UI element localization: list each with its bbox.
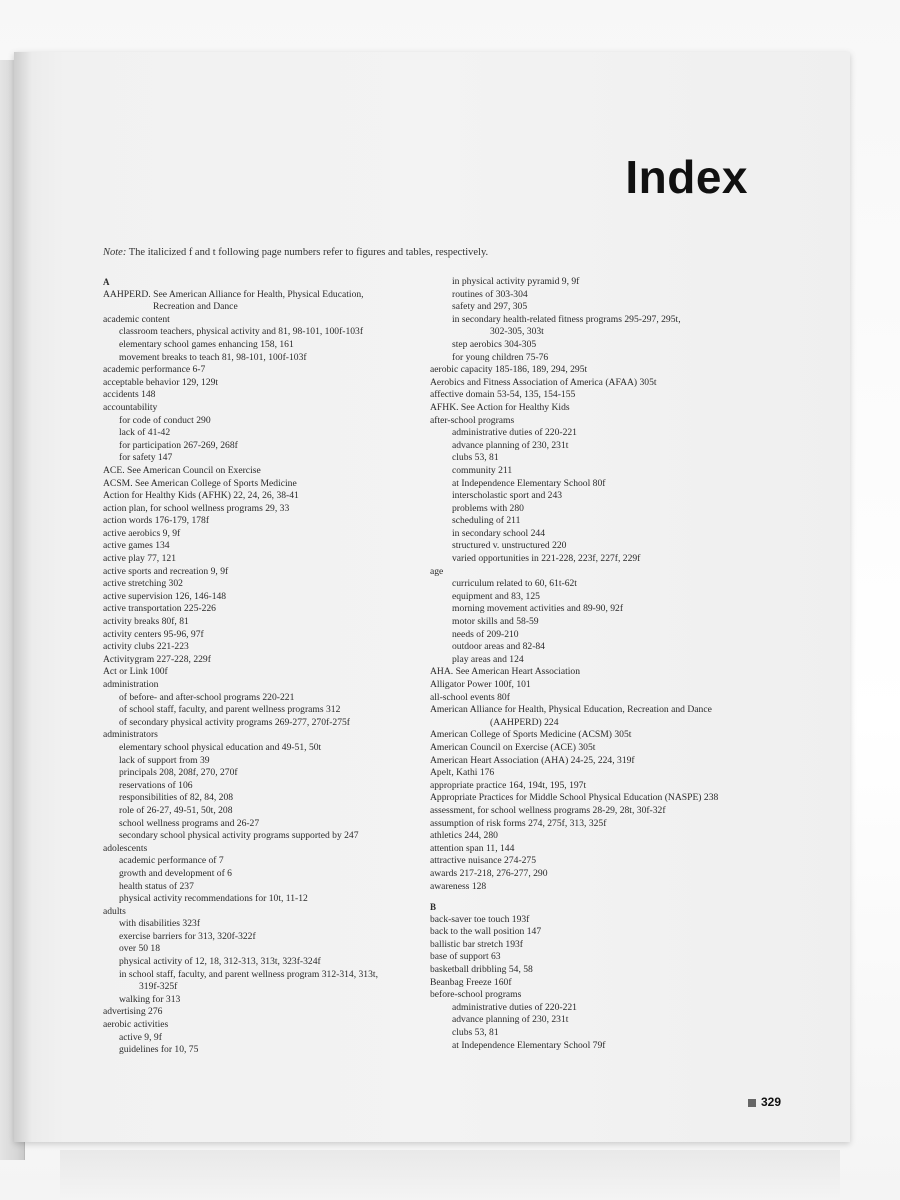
index-subentry: academic performance of 7 <box>119 855 224 867</box>
index-entry: Appropriate Practices for Middle School Physical Education (NASPE) 238 <box>430 792 719 804</box>
index-subentry: growth and development of 6 <box>119 867 232 879</box>
index-entry: affective domain 53-54, 135, 154-155 <box>430 389 576 401</box>
index-entry: aerobic activities <box>103 1019 169 1031</box>
index-subentry: for code of conduct 290 <box>119 414 211 426</box>
index-entry: Alligator Power 100f, 101 <box>430 679 531 690</box>
index-subentry: walking for 313 <box>119 993 181 1005</box>
index-entry: activity clubs 221-223 <box>103 641 189 653</box>
page-number: 329 <box>761 1095 782 1109</box>
index-column-right <box>430 276 790 1052</box>
index-entry: athletics 244, 280 <box>430 830 498 842</box>
index-subentry: role of 26-27, 49-51, 50t, 208 <box>119 804 233 816</box>
index-subentry: outdoor areas and 82-84 <box>452 641 545 653</box>
index-subentry: of before- and after-school programs 220-221 <box>119 691 295 703</box>
index-subentry: active 9, 9f <box>119 1031 162 1043</box>
index-subentry: responsibilities of 82, 84, 208 <box>119 792 234 804</box>
index-entry: action plan, for school wellness programs 29, 33 <box>103 502 290 514</box>
index-entry: Act or Link 100f <box>103 666 168 678</box>
index-subentry: problems with 280 <box>452 502 524 514</box>
index-subentry: principals 208, 208f, 270, 270f <box>119 767 238 779</box>
index-subentry: (AAHPERD) 224 <box>490 716 559 728</box>
index-subentry: of secondary physical activity programs 269-277, 270f-275f <box>119 716 350 728</box>
index-entry: activity breaks 80f, 81 <box>103 616 189 628</box>
index-subentry: for young children 75-76 <box>452 351 549 363</box>
index-subentry: needs of 209-210 <box>452 628 519 640</box>
index-entry: American Alliance for Health, Physical Education, Recreation and Dance <box>430 704 712 716</box>
index-subentry: with disabilities 323f <box>119 918 201 930</box>
index-section-letter: B <box>430 902 437 913</box>
index-subentry: clubs 53, 81 <box>452 1027 499 1039</box>
index-subentry: administrative duties of 220-221 <box>452 427 577 439</box>
index-subentry: for participation 267-269, 268f <box>119 439 238 451</box>
index-entry: Activitygram 227-228, 229f <box>103 653 211 665</box>
index-subentry: over 50 18 <box>119 943 161 955</box>
index-entry: active games 134 <box>103 540 170 552</box>
index-subentry: school wellness programs and 26-27 <box>119 817 260 829</box>
index-entry: active sports and recreation 9, 9f <box>103 565 229 577</box>
index-entry: active play 77, 121 <box>103 553 176 565</box>
index-subentry: in school staff, faculty, and parent wellness program 312-314, 313t, <box>119 968 378 980</box>
index-subentry: physical activity recommendations for 10t, 11-12 <box>119 893 308 905</box>
index-entry: Apelt, Kathi 176 <box>430 767 495 779</box>
note-text: The italicized f and t following page numbers refer to figures and tables, respectively. <box>126 247 489 258</box>
index-subentry: in physical activity pyramid 9, 9f <box>452 276 580 287</box>
index-entry: Action for Healthy Kids (AFHK) 22, 24, 26, 38-41 <box>103 490 299 502</box>
index-column-left <box>103 276 425 1057</box>
index-subentry: Recreation and Dance <box>153 301 238 313</box>
index-entry: adults <box>103 905 126 917</box>
index-subentry: at Independence Elementary School 80f <box>452 477 606 489</box>
index-subentry: community 211 <box>452 464 513 476</box>
index-subentry: for safety 147 <box>119 452 173 464</box>
index-subentry: elementary school physical education and 49-51, 50t <box>119 741 322 753</box>
index-subentry: curriculum related to 60, 61t-62t <box>452 578 577 590</box>
page-title: Index <box>625 151 748 203</box>
index-entry: back to the wall position 147 <box>430 926 542 938</box>
index-subentry: secondary school physical activity programs supported by 247 <box>119 830 359 842</box>
index-subentry: play areas and 124 <box>452 653 524 665</box>
index-entry: before-school programs <box>430 989 522 1001</box>
index-entry: Beanbag Freeze 160f <box>430 976 512 988</box>
index-subentry: reservations of 106 <box>119 779 193 791</box>
index-entry: attention span 11, 144 <box>430 842 515 854</box>
index-subentry: physical activity of 12, 18, 312-313, 313t, 323f-324f <box>119 956 321 968</box>
page-spine-shadow <box>14 52 32 1142</box>
index-entry: awareness 128 <box>430 880 487 892</box>
index-subentry: lack of support from 39 <box>119 754 210 766</box>
index-subentry: movement breaks to teach 81, 98-101, 100f-103f <box>119 351 307 363</box>
index-subentry: lack of 41-42 <box>119 427 171 439</box>
index-subentry: advance planning of 230, 231t <box>452 439 569 451</box>
index-entry: advertising 276 <box>103 1006 163 1018</box>
index-entry: administration <box>103 679 159 690</box>
index-section-letter: A <box>103 277 110 287</box>
index-subentry: health status of 237 <box>119 880 194 892</box>
index-entry: academic performance 6-7 <box>103 364 206 376</box>
note-label: Note: <box>103 247 127 258</box>
index-entry: AHA. See American Heart Association <box>430 666 580 678</box>
index-entry: awards 217-218, 276-277, 290 <box>430 867 548 879</box>
index-subentry: exercise barriers for 313, 320f-322f <box>119 930 256 942</box>
index-entry: American Council on Exercise (ACE) 305t <box>430 741 596 753</box>
index-subentry: morning movement activities and 89-90, 92f <box>452 603 624 615</box>
index-entry: after-school programs <box>430 414 515 426</box>
index-subentry: 319f-325f <box>139 981 178 993</box>
index-subentry: scheduling of 211 <box>452 515 521 527</box>
index-subentry: step aerobics 304-305 <box>452 338 537 350</box>
page-reflection <box>60 1150 840 1200</box>
index-entry: base of support 63 <box>430 951 501 963</box>
index-subentry: elementary school games enhancing 158, 161 <box>119 338 294 350</box>
index-subentry: 302-305, 303t <box>490 326 544 338</box>
index-entry: action words 176-179, 178f <box>103 515 210 527</box>
index-subentry: guidelines for 10, 75 <box>119 1044 199 1056</box>
index-subentry: clubs 53, 81 <box>452 452 499 464</box>
index-entry: AAHPERD. See American Alliance for Health, Physical Education, <box>103 288 364 300</box>
index-note <box>103 247 488 258</box>
index-subentry: routines of 303-304 <box>452 288 528 300</box>
footer-square-icon <box>748 1099 756 1107</box>
index-subentry: of school staff, faculty, and parent wellness programs 312 <box>119 704 341 716</box>
section-spacer <box>430 893 790 901</box>
index-entry: ACE. See American Council on Exercise <box>103 464 261 476</box>
index-subentry: in secondary health-related fitness programs 295-297, 295t, <box>452 313 681 325</box>
index-entry: basketball dribbling 54, 58 <box>430 964 533 976</box>
index-entry: attractive nuisance 274-275 <box>430 855 537 867</box>
index-entry: active stretching 302 <box>103 578 183 590</box>
index-entry: acceptable behavior 129, 129t <box>103 376 219 388</box>
index-entry: ballistic bar stretch 193f <box>430 938 523 950</box>
index-subentry: interscholastic sport and 243 <box>452 490 563 502</box>
index-subentry: at Independence Elementary School 79f <box>452 1039 606 1051</box>
index-entry: aerobic capacity 185-186, 189, 294, 295t <box>430 364 588 376</box>
index-entry: accountability <box>103 401 158 413</box>
index-entry: back-saver toe touch 193f <box>430 913 530 925</box>
index-entry: assumption of risk forms 274, 275f, 313, 325f <box>430 817 607 829</box>
index-subentry: safety and 297, 305 <box>452 301 528 313</box>
page-footer <box>748 1095 781 1109</box>
index-entry: ACSM. See American College of Sports Medicine <box>103 477 297 489</box>
index-subentry: advance planning of 230, 231t <box>452 1014 569 1026</box>
index-entry: administrators <box>103 729 158 741</box>
index-entry: American College of Sports Medicine (ACSM) 305t <box>430 729 632 741</box>
index-entry: AFHK. See Action for Healthy Kids <box>430 401 570 413</box>
index-subentry: structured v. unstructured 220 <box>452 540 567 552</box>
index-entry: Aerobics and Fitness Association of America (AFAA) 305t <box>430 376 657 388</box>
index-subentry: classroom teachers, physical activity and 81, 98-101, 100f-103f <box>119 326 364 338</box>
index-entry: all-school events 80f <box>430 691 510 703</box>
index-entry: accidents 148 <box>103 389 156 401</box>
index-entry: active transportation 225-226 <box>103 603 216 615</box>
index-entry: adolescents <box>103 842 148 854</box>
index-entry: activity centers 95-96, 97f <box>103 628 204 640</box>
index-entry: age <box>430 565 444 577</box>
index-entry: active aerobics 9, 9f <box>103 527 181 539</box>
index-subentry: equipment and 83, 125 <box>452 590 540 602</box>
index-entry: academic content <box>103 313 170 325</box>
index-subentry: varied opportunities in 221-228, 223f, 227f, 229f <box>452 553 641 565</box>
index-subentry: motor skills and 58-59 <box>452 616 539 628</box>
index-subentry: in secondary school 244 <box>452 527 545 539</box>
index-entry: assessment, for school wellness programs 28-29, 28t, 30f-32f <box>430 804 666 816</box>
index-entry: appropriate practice 164, 194t, 195, 197t <box>430 779 587 791</box>
index-subentry: administrative duties of 220-221 <box>452 1001 577 1013</box>
index-entry: active supervision 126, 146-148 <box>103 590 227 602</box>
index-entry: American Heart Association (AHA) 24-25, 224, 319f <box>430 754 635 766</box>
